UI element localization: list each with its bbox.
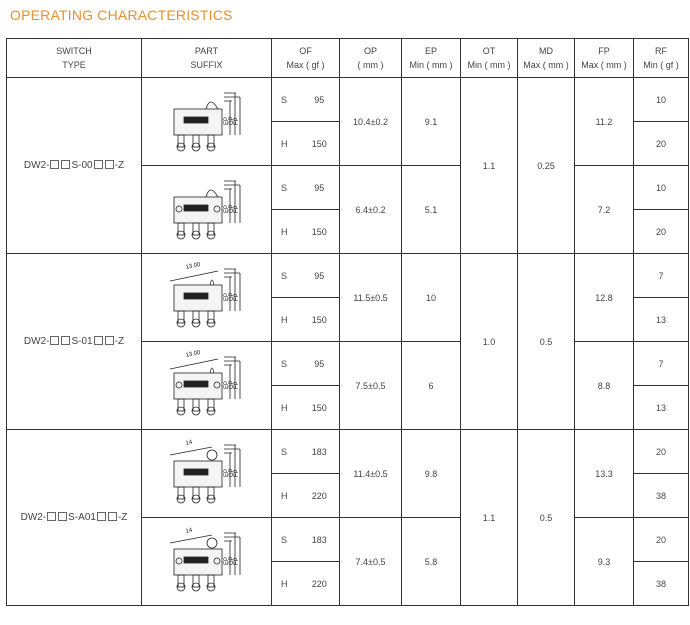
placeholder-box-icon [105,160,114,169]
rf-value: 7 [634,342,689,386]
ep-value: 6 [402,342,461,430]
header-row [7,39,689,78]
op-value: 6.4±0.2 [340,166,402,254]
placeholder-box-icon [50,160,59,169]
ot-value: 1.0 [461,254,518,430]
fp-value: 8.8 [575,342,634,430]
characteristics-table [6,38,689,606]
header-of: OF Max ( gf ) [272,39,340,78]
drawing-label: EP [223,556,230,565]
drawing-label: FP [233,556,240,565]
of-code: S [272,518,300,562]
of-value: 220 [300,562,340,606]
ot-value: 1.1 [461,430,518,606]
part-drawing-cell [142,342,272,430]
op-value: 7.4±0.5 [340,518,402,606]
table-row [7,254,689,298]
of-code: H [272,298,300,342]
of-code: S [272,254,300,298]
table-row [7,78,689,122]
switch-type: DW2- S-A01 -Z [7,430,142,606]
switch-type: DW2- S-00 -Z [7,78,142,254]
of-value: 95 [300,342,340,386]
of-value: 95 [300,166,340,210]
header-md: MD Max ( mm ) [518,39,575,78]
fp-value: 7.2 [575,166,634,254]
rf-value: 20 [634,210,689,254]
op-value: 10.4±0.2 [340,78,402,166]
table-row [7,430,689,474]
of-code: H [272,474,300,518]
drawing-label: EP [223,116,230,125]
drawing-label: EP [223,380,230,389]
op-value: 11.5±0.5 [340,254,402,342]
placeholder-box-icon [61,160,70,169]
fp-value: 9.3 [575,518,634,606]
of-value: 183 [300,518,340,562]
of-code: H [272,386,300,430]
lever-length-label: 13.00 [184,261,201,271]
placeholder-box-icon [97,512,106,521]
rf-value: 13 [634,298,689,342]
ep-value: 5.8 [402,518,461,606]
rf-value: 13 [634,386,689,430]
fp-value: 12.8 [575,254,634,342]
of-value: 95 [300,78,340,122]
lever-length-label: 14 [184,439,193,447]
lever-length-label: 14 [184,527,193,535]
header-rf: RF Min ( gf ) [634,39,689,78]
of-code: S [272,78,300,122]
fp-value: 11.2 [575,78,634,166]
of-code: S [272,342,300,386]
of-value: 150 [300,298,340,342]
placeholder-box-icon [50,336,59,345]
op-value: 7.5±0.5 [340,342,402,430]
switch-drawing [164,81,250,163]
rf-value: 38 [634,562,689,606]
rf-value: 20 [634,122,689,166]
header-ot: OT Min ( mm ) [461,39,518,78]
drawing-label: FP [233,380,240,389]
of-value: 150 [300,210,340,254]
drawing-label: EP [223,292,230,301]
of-code: H [272,122,300,166]
placeholder-box-icon [108,512,117,521]
of-code: S [272,166,300,210]
page-title: OPERATING CHARACTERISTICS [10,7,233,23]
drawing-label: OP [228,555,235,565]
rf-value: 10 [634,78,689,122]
drawing-label: OP [228,379,235,389]
md-value: 0.5 [518,430,575,606]
drawing-label: FP [233,116,240,125]
md-value: 0.25 [518,78,575,254]
drawing-label: FP [233,468,240,477]
placeholder-box-icon [47,512,56,521]
header-ep: EP Min ( mm ) [402,39,461,78]
placeholder-box-icon [58,512,67,521]
drawing-label: OP [228,291,235,301]
rf-value: 10 [634,166,689,210]
placeholder-box-icon [94,160,103,169]
op-value: 11.4±0.5 [340,430,402,518]
part-drawing-cell [142,518,272,606]
placeholder-box-icon [105,336,114,345]
lever-length-label: 13.00 [184,349,201,359]
part-drawing-cell [142,430,272,518]
rf-value: 20 [634,430,689,474]
ep-value: 9.1 [402,78,461,166]
drawing-label: EP [223,204,230,213]
drawing-label: FP [233,292,240,301]
drawing-label: OP [228,467,235,477]
ep-value: 9.8 [402,430,461,518]
switch-drawing [164,433,250,515]
ep-value: 5.1 [402,166,461,254]
drawing-label: OP [228,203,235,213]
header-switch-type: SWITCH TYPE [7,39,142,78]
placeholder-box-icon [61,336,70,345]
placeholder-box-icon [94,336,103,345]
md-value: 0.5 [518,254,575,430]
switch-drawing [164,169,250,251]
part-drawing-cell [142,166,272,254]
of-value: 220 [300,474,340,518]
switch-drawing [164,257,250,339]
part-drawing-cell [142,78,272,166]
of-value: 183 [300,430,340,474]
header-fp: FP Max ( mm ) [575,39,634,78]
header-op: OP ( mm ) [340,39,402,78]
of-code: S [272,430,300,474]
of-value: 150 [300,386,340,430]
drawing-label: FP [233,204,240,213]
rf-value: 20 [634,518,689,562]
of-value: 95 [300,254,340,298]
drawing-label: EP [223,468,230,477]
header-part-suffix: PART SUFFIX [142,39,272,78]
of-code: H [272,210,300,254]
switch-drawing [164,345,250,427]
of-code: H [272,562,300,606]
rf-value: 38 [634,474,689,518]
of-value: 150 [300,122,340,166]
fp-value: 13.3 [575,430,634,518]
part-drawing-cell [142,254,272,342]
switch-drawing [164,521,250,603]
rf-value: 7 [634,254,689,298]
ep-value: 10 [402,254,461,342]
switch-type: DW2- S-01 -Z [7,254,142,430]
ot-value: 1.1 [461,78,518,254]
drawing-label: OP [228,115,235,125]
